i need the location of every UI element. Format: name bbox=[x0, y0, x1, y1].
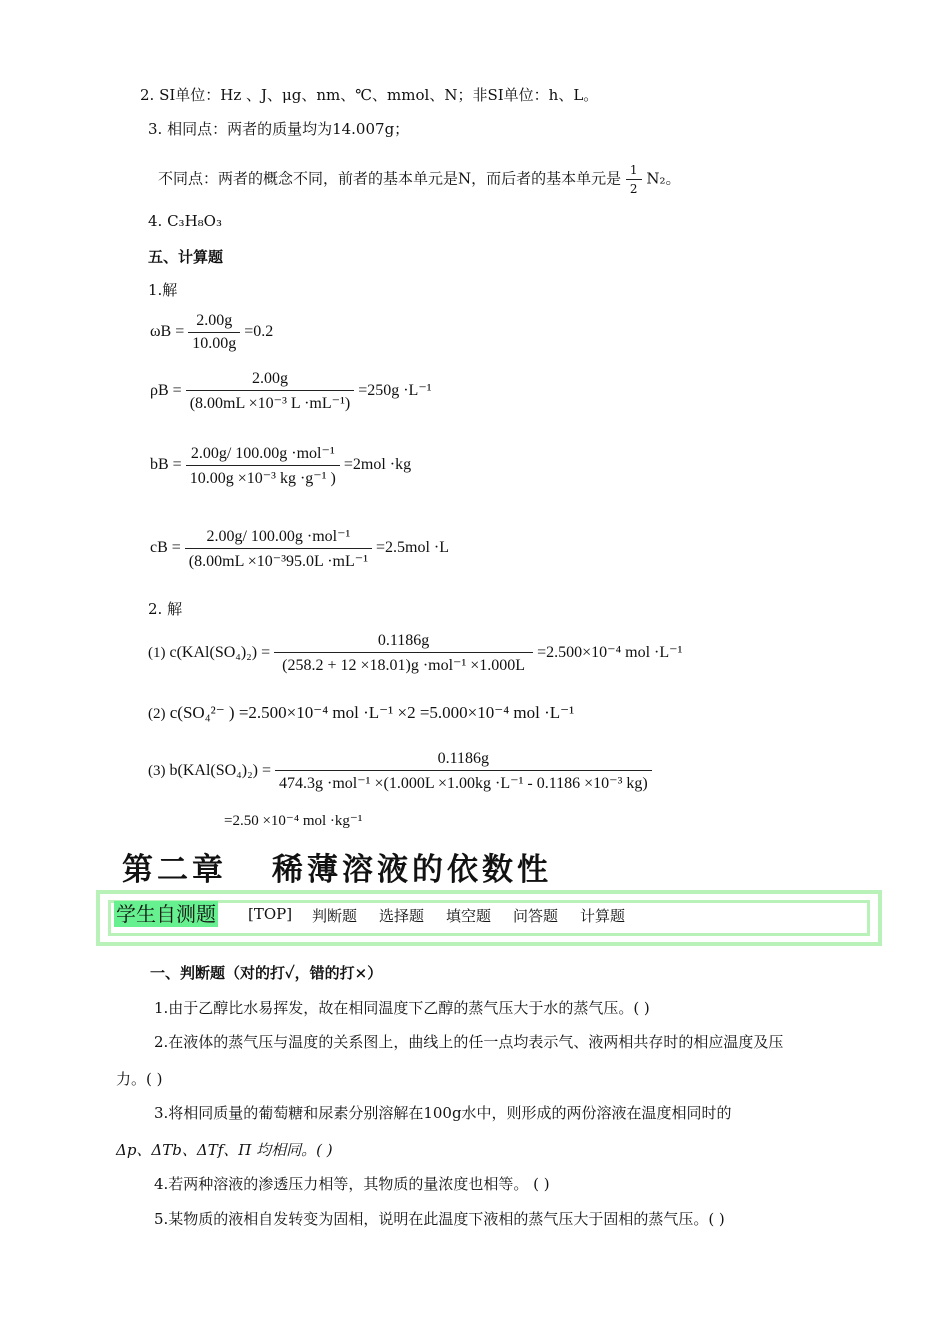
eq-c-rhs: =2.5mol ·L bbox=[375, 539, 449, 557]
judge-q2-line1: 2.在液体的蒸气压与温度的关系图上，曲线上的任一点均表示气、液两相共存时的相应温度及压 bbox=[154, 1033, 784, 1051]
eq-c-den: (8.00mL ×10⁻³95.0L ·mL⁻¹ bbox=[185, 548, 372, 571]
eq2-2-expr: c(SO₄²⁻ ) =2.500×10⁻⁴ mol ·L⁻¹ ×2 =5.000×10⁻⁴ mol ·L⁻¹ bbox=[169, 703, 575, 722]
nav-link-choice[interactable]: 选择题 bbox=[379, 907, 425, 925]
eq2-1-den: (258.2 + 12 ×18.01)g ·mol⁻¹ ×1.000L bbox=[274, 652, 533, 675]
eq-omega-lhs: ωB = bbox=[150, 323, 185, 341]
eq2-3-rhs: =2.50 ×10⁻⁴ mol ·kg⁻¹ bbox=[224, 813, 363, 829]
eq2-1-rhs: =2.500×10⁻⁴ mol ·L⁻¹ bbox=[537, 644, 683, 662]
eq2-2-tag: (2) bbox=[148, 706, 166, 722]
eq-omega-rhs: =0.2 bbox=[244, 323, 274, 341]
eq2-1-num: 0.1186g bbox=[377, 632, 430, 649]
eq-b bbox=[150, 443, 411, 488]
section1-title: 一、判断题（对的打✓，错的打×） bbox=[150, 964, 383, 982]
section5-title: 五、计算题 bbox=[148, 248, 224, 266]
judge-q3-line1: 3.将相同质量的葡萄糖和尿素分别溶解在100g水中，则形成的两份溶液在温度相同时的 bbox=[154, 1104, 732, 1122]
self-test-title: 学生自测题 bbox=[116, 902, 216, 926]
eq2-3-lhs: b(KAl(SO₄)₂) = bbox=[169, 762, 271, 780]
nav-link-judgement[interactable]: 判断题 bbox=[312, 907, 358, 925]
eq2-1-lhs: c(KAl(SO₄)₂) = bbox=[169, 644, 271, 662]
answer-3-diff bbox=[158, 163, 680, 196]
eq2-3-den: 474.3g ·mol⁻¹ ×(1.000L ×1.00kg ·L⁻¹ - 0.1186 ×10⁻³ kg) bbox=[275, 770, 652, 793]
judge-q3-line2: Δp、ΔTb、ΔTf、Π 均相同。( ) bbox=[116, 1141, 333, 1159]
eq-omega-frac bbox=[188, 312, 240, 353]
eq-b-lhs: bB = bbox=[150, 456, 182, 474]
eq-omega-den: 10.00g bbox=[188, 332, 240, 353]
eq-rho-rhs: =250g ·L⁻¹ bbox=[358, 382, 432, 400]
eq-b-num: 2.00g/ 100.00g ·mol⁻¹ bbox=[190, 445, 335, 462]
eq-c bbox=[150, 526, 449, 571]
answer-3-same: 3. 相同点：两者的质量均为14.007g； bbox=[148, 120, 410, 138]
eq-rho-lhs: ρB = bbox=[150, 382, 182, 400]
eq-rho-den: (8.00mL ×10⁻³ L ·mL⁻¹) bbox=[186, 390, 355, 413]
eq2-3-frac bbox=[275, 750, 652, 793]
chapter-title: 稀薄溶液的依数性 bbox=[272, 852, 552, 888]
eq-rho bbox=[150, 370, 432, 413]
half-fraction bbox=[626, 163, 642, 196]
answer-3-tail: N₂。 bbox=[646, 169, 681, 188]
nav-link-fill[interactable]: 填空题 bbox=[446, 907, 492, 925]
nav-link-calc[interactable]: 计算题 bbox=[580, 907, 626, 925]
eq-b-den: 10.00g ×10⁻³ kg ·g⁻¹ ) bbox=[186, 465, 340, 488]
eq-rho-frac bbox=[186, 370, 355, 413]
eq-c-lhs: cB = bbox=[150, 539, 181, 557]
judge-q5: 5.某物质的液相自发转变为固相，说明在此温度下液相的蒸气压大于固相的蒸气压。( ) bbox=[154, 1210, 725, 1228]
judge-q2-line2: 力。( ) bbox=[116, 1070, 163, 1088]
eq2-3 bbox=[148, 750, 652, 793]
answer-2: 2. SI单位：Hz 、J、μg、nm、℃、mmol、N；非SI单位：h、L。 bbox=[140, 86, 599, 104]
judge-q4: 4.若两种溶液的渗透压力相等，其物质的量浓度也相等。 ( ) bbox=[154, 1175, 550, 1193]
chapter-number: 第二章 bbox=[122, 852, 227, 888]
nav-link-top[interactable]: [TOP] bbox=[248, 905, 293, 923]
eq2-2 bbox=[148, 703, 574, 723]
half-num: 1 bbox=[629, 163, 638, 177]
solution1-label: 1.解 bbox=[148, 281, 178, 299]
eq2-1 bbox=[148, 632, 682, 675]
eq-rho-num: 2.00g bbox=[251, 370, 288, 387]
nav-link-qa[interactable]: 问答题 bbox=[513, 907, 559, 925]
eq-c-frac bbox=[185, 526, 372, 571]
eq-b-rhs: =2mol ·kg bbox=[343, 456, 412, 474]
eq2-1-frac bbox=[274, 632, 533, 675]
eq2-3-num: 0.1186g bbox=[437, 750, 490, 767]
eq2-1-tag: (1) bbox=[148, 645, 166, 662]
eq-b-frac bbox=[186, 443, 340, 488]
judge-q1: 1.由于乙醇比水易挥发，故在相同温度下乙醇的蒸气压大于水的蒸气压。( ) bbox=[154, 999, 650, 1017]
answer-3-diff-text: 不同点：两者的概念不同，前者的基本单元是N，而后者的基本单元是 bbox=[158, 169, 622, 188]
eq-omega-num: 2.00g bbox=[196, 312, 233, 329]
eq-omega bbox=[150, 312, 273, 353]
self-test-nav bbox=[96, 890, 882, 946]
answer-4: 4. C₃H₈O₃ bbox=[148, 212, 222, 230]
solution2-label: 2. 解 bbox=[148, 600, 183, 618]
eq-c-num: 2.00g/ 100.00g ·mol⁻¹ bbox=[206, 528, 351, 545]
eq2-3-tag: (3) bbox=[148, 763, 166, 780]
half-den: 2 bbox=[626, 179, 642, 196]
